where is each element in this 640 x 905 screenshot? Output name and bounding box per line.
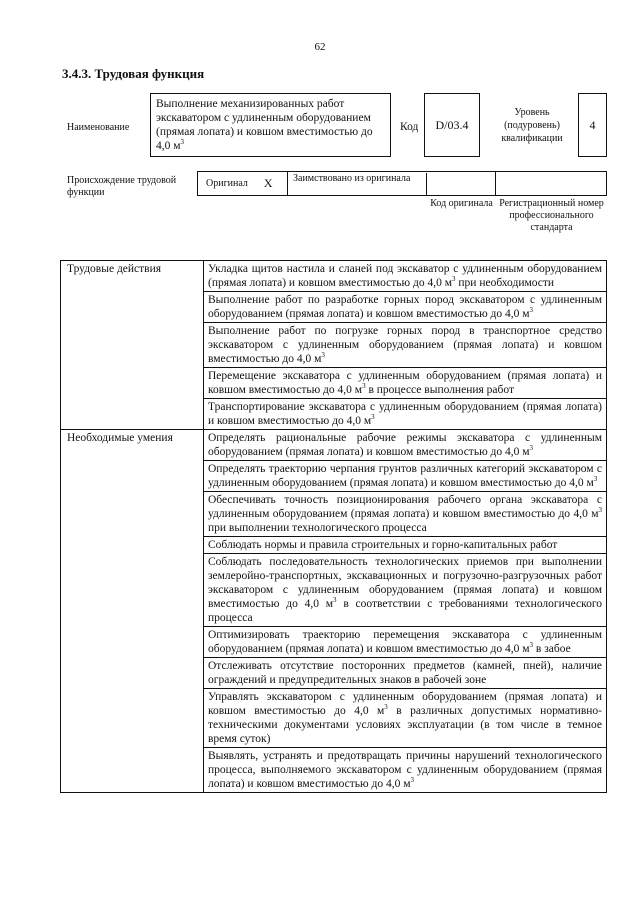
item-text: Определять рациональные рабочие режимы экскаватора с удлиненным оборудованием (прямая лопата) и ковшом вместимостью до 4,0 м [208,432,602,458]
umeniya-item [204,689,607,748]
umeniya-item [204,492,607,537]
kod-originala-label: Код оригинала [430,198,493,209]
requirements-table [60,260,607,793]
origin-label: Происхождение трудовой функции [67,175,177,198]
item-sup: 3 [384,703,388,712]
uroven-value: 4 [578,93,607,157]
origin-grid [197,171,607,196]
item-sup: 3 [529,641,534,650]
borrowed-label: Заимствовано из оригинала [291,173,427,196]
reg-nomer-label: Регистрационный номер профессионального стандарта [499,198,604,233]
item-text: Соблюдать последовательность технологических приемов при выполнении землеройно-транспортных, экскавационных и погрузочно-разгрузочных работ экскаватором с удлиненным оборудованием (прямая лопата) и ковшом вместимостью до 4,0 м [208,556,602,610]
item-text: Укладка щитов настила и сланей под экскаватор с удлиненным оборудованием (прямая лопата) и ковшом вместимостью до 4,0 м [208,263,602,289]
item-text: Выявлять, устранять и предотвращать причины нарушений технологического процесса, выполняемого экскаватором с удлиненным оборудованием (прямая лопата) и ковшом вместимостью до 4,0 м [208,750,602,790]
item-text-after: при выполнении технологического процесса [208,522,427,534]
umeniya-item [204,627,607,658]
item-text: Транспортирование экскаватора с удлиненным оборудованием (прямая лопата) и ковшом вместимостью до 4,0 м [208,401,602,427]
umeniya-item [204,554,607,627]
item-text: Выполнение работ по разработке горных пород экскаватором с удлиненным оборудованием (прямая лопата) и ковшом вместимостью до 4,0 м [208,294,602,320]
naimenovanie-label: Наименование [67,122,130,133]
trudovye-deystviya-item [204,368,607,399]
item-sup: 3 [333,596,337,605]
umeniya-row [61,430,607,461]
item-sup: 3 [529,444,534,453]
item-text: Определять траекторию черпания грунтов различных категорий экскаватором с удлиненным оборудованием (прямая лопата) и ковшом вместимостью до 4,0 м [208,463,602,489]
section-title: 3.4.3. Трудовая функция [62,66,205,81]
item-text: Соблюдать нормы и правила строительных и горно-капитальных работ [208,539,558,551]
item-text-after: в соответствии с требованиями технологического процесса [208,598,603,624]
kod-value: D/03.4 [424,93,480,157]
trudovye-deystviya-item [204,292,607,323]
trudovye-deystviya-item [204,261,607,292]
reg-nomer-cell [496,172,606,195]
item-text-after: в процессе выполнения работ [365,384,514,396]
original-mark: X [263,176,273,190]
original-cell [198,172,288,195]
kod-label: Код [400,121,419,133]
trudovye-deystviya-row [61,261,607,292]
umeniya-item [204,748,607,793]
item-text: Управлять экскаватором с удлиненным оборудованием (прямая лопата) и ковшом вместимостью до 4,0 м [208,691,602,717]
kod-originala-cell [429,172,496,195]
trudovye-deystviya-item [204,323,607,368]
item-sup: 3 [362,382,366,391]
original-label: Оригинал [206,177,248,189]
item-text: Отслеживать отсутствие посторонних предметов (камней, пней), наличие ограждений и предупредительных знаков в рабочей зоне [208,660,602,686]
item-sup: 3 [593,475,598,484]
item-sup: 3 [410,776,415,785]
item-text-after: при необходимости [455,277,555,289]
trudovye-deystviya-label: Трудовые действия [61,261,204,430]
item-sup: 3 [529,306,534,315]
item-text: Выполнение работ по погрузке горных пород в транспортное средство экскаватором с удлиненным оборудованием (прямая лопата) и ковшом вместимостью до 4,0 м [208,325,602,365]
item-text: Обеспечивать точность позиционирования рабочего органа экскаватора с удлиненным оборудованием (прямая лопата) и ковшом вместимостью до 4,0 м [208,494,602,520]
item-text: Оптимизировать траекторию перемещения экскаватора с удлиненным оборудованием (прямая лопата) и ковшом вместимостью до 4,0 м [208,629,602,655]
item-sup: 3 [371,413,375,422]
umeniya-label: Необходимые умения [61,430,204,793]
item-text-after: в забое [533,643,571,655]
umeniya-item [204,430,607,461]
item-sup: 3 [321,351,325,360]
item-sup: 3 [452,275,456,284]
function-name-sup: 3 [180,138,185,147]
item-text-after: в различных допустимых нормативно-техническими документами условиях эксплуатации (в том числе в темное время суток) [208,705,602,745]
function-name-box [150,93,391,157]
item-text: Перемещение экскаватора с удлиненным оборудованием (прямая лопата) и ковшом вместимостью до 4,0 м [208,370,602,396]
function-name-text: Выполнение механизированных работ экскаватором с удлиненным оборудованием (прямая лопата) и ковшом вместимостью до 4,0 м [156,98,373,152]
umeniya-item [204,537,607,554]
item-sup: 3 [598,506,602,515]
uroven-label: Уровень (подуровень) квалификации [501,106,563,144]
umeniya-item [204,461,607,492]
page-number: 62 [314,41,326,53]
umeniya-item [204,658,607,689]
trudovye-deystviya-item [204,399,607,430]
